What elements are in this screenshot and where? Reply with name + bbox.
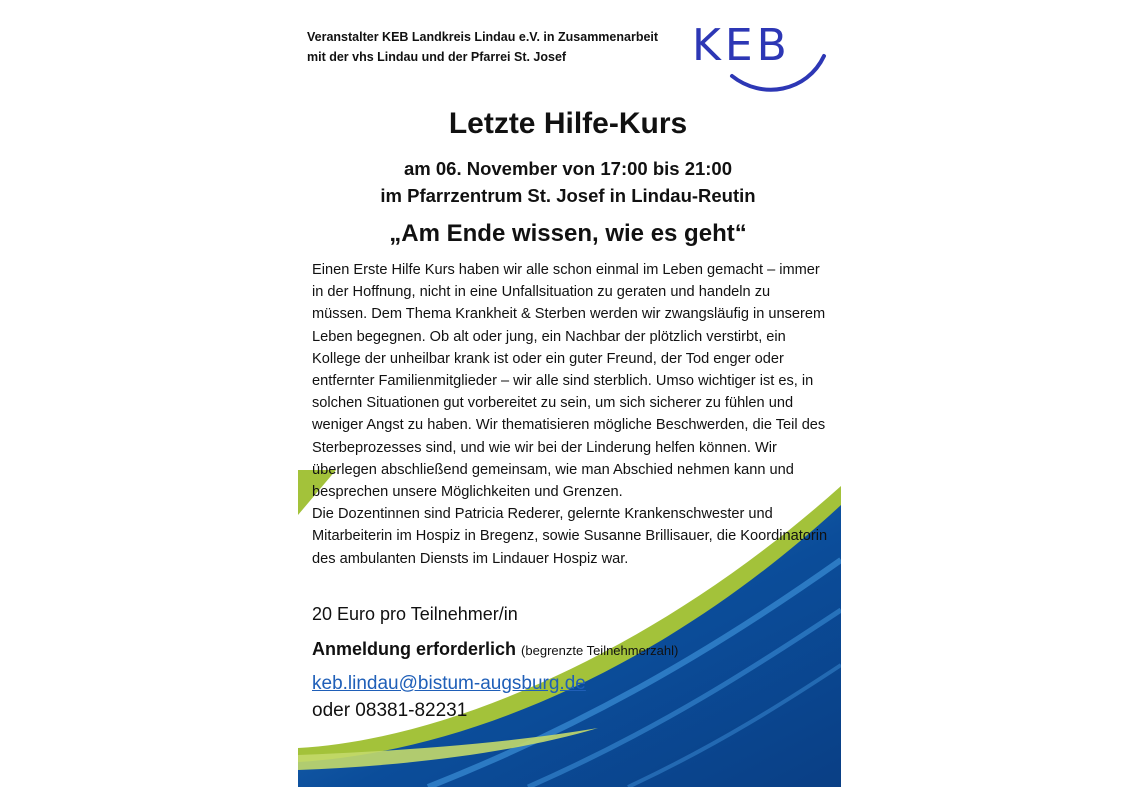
price-text: 20 Euro pro Teilnehmer/in [312,604,518,624]
organizer-text: Veranstalter KEB Landkreis Lindau e.V. in Zusammenarbeit mit der vhs Lindau und der Pfarrei St. Josef [307,30,659,64]
registration-note: (begrenzte Teilnehmerzahl) [521,643,679,658]
phone-text: oder 08381-82231 [312,700,468,721]
email-link[interactable]: keb.lindau@bistum-augsburg.de [312,673,586,694]
keb-logo-text: KEB [692,20,791,71]
lecturers-paragraph: Die Dozentinnen sind Patricia Rederer, gelernte Krankenschwester und Mitarbeiterin im Hospiz in Bregenz, sowie Susanne Brillisauer, die Koordinatorin des ambulanten Diensts im Lindauer Hospiz war. [312,506,828,567]
place-line: im Pfarrzentrum St. Josef in Lindau-Reutin [380,185,756,206]
description-paragraph: Einen Erste Hilfe Kurs haben wir alle schon einmal im Leben gemacht – immer in der Hoffnung, nicht in eine Unfallsituation zu geraten und handeln zu müssen. Dem Thema Krankheit & Sterben werden wir zwangsläufig in unserem Leben begegnen. Ob alt oder jung, ein Nachbar der plötzlich verstirbt, ein Kollege der unheilbar krank ist oder ein guter Freund, der Tod enger oder entfernter Familienmitglieder – wir alle sind sterblich. Umso wichtiger ist es, in solchen Situationen gut vorbereitet zu sein, um sich sicherer zu fühlen und weniger Angst zu haben. Wir thematisieren mögliche Beschwerden, die Teil des Sterbeprozesses sind, und wie wir bei der Linderung helfen können. Wir überlegen abschließend gemeinsam, wie man Abschied nehmen kann und besprechen unsere Möglichkeiten und Grenzen. [312,262,826,501]
registration-label: Anmeldung erforderlich [312,639,517,659]
tagline: „Am Ende wissen, wie es geht“ [389,220,747,247]
keb-logo [692,22,832,100]
flyer-title: Letzte Hilfe-Kurs [448,107,688,140]
registration-line [312,636,678,664]
description-block [312,259,828,570]
flyer-page [298,0,841,787]
logo-arc-icon [732,56,824,90]
date-line: am 06. November von 17:00 bis 21:00 [403,158,733,179]
